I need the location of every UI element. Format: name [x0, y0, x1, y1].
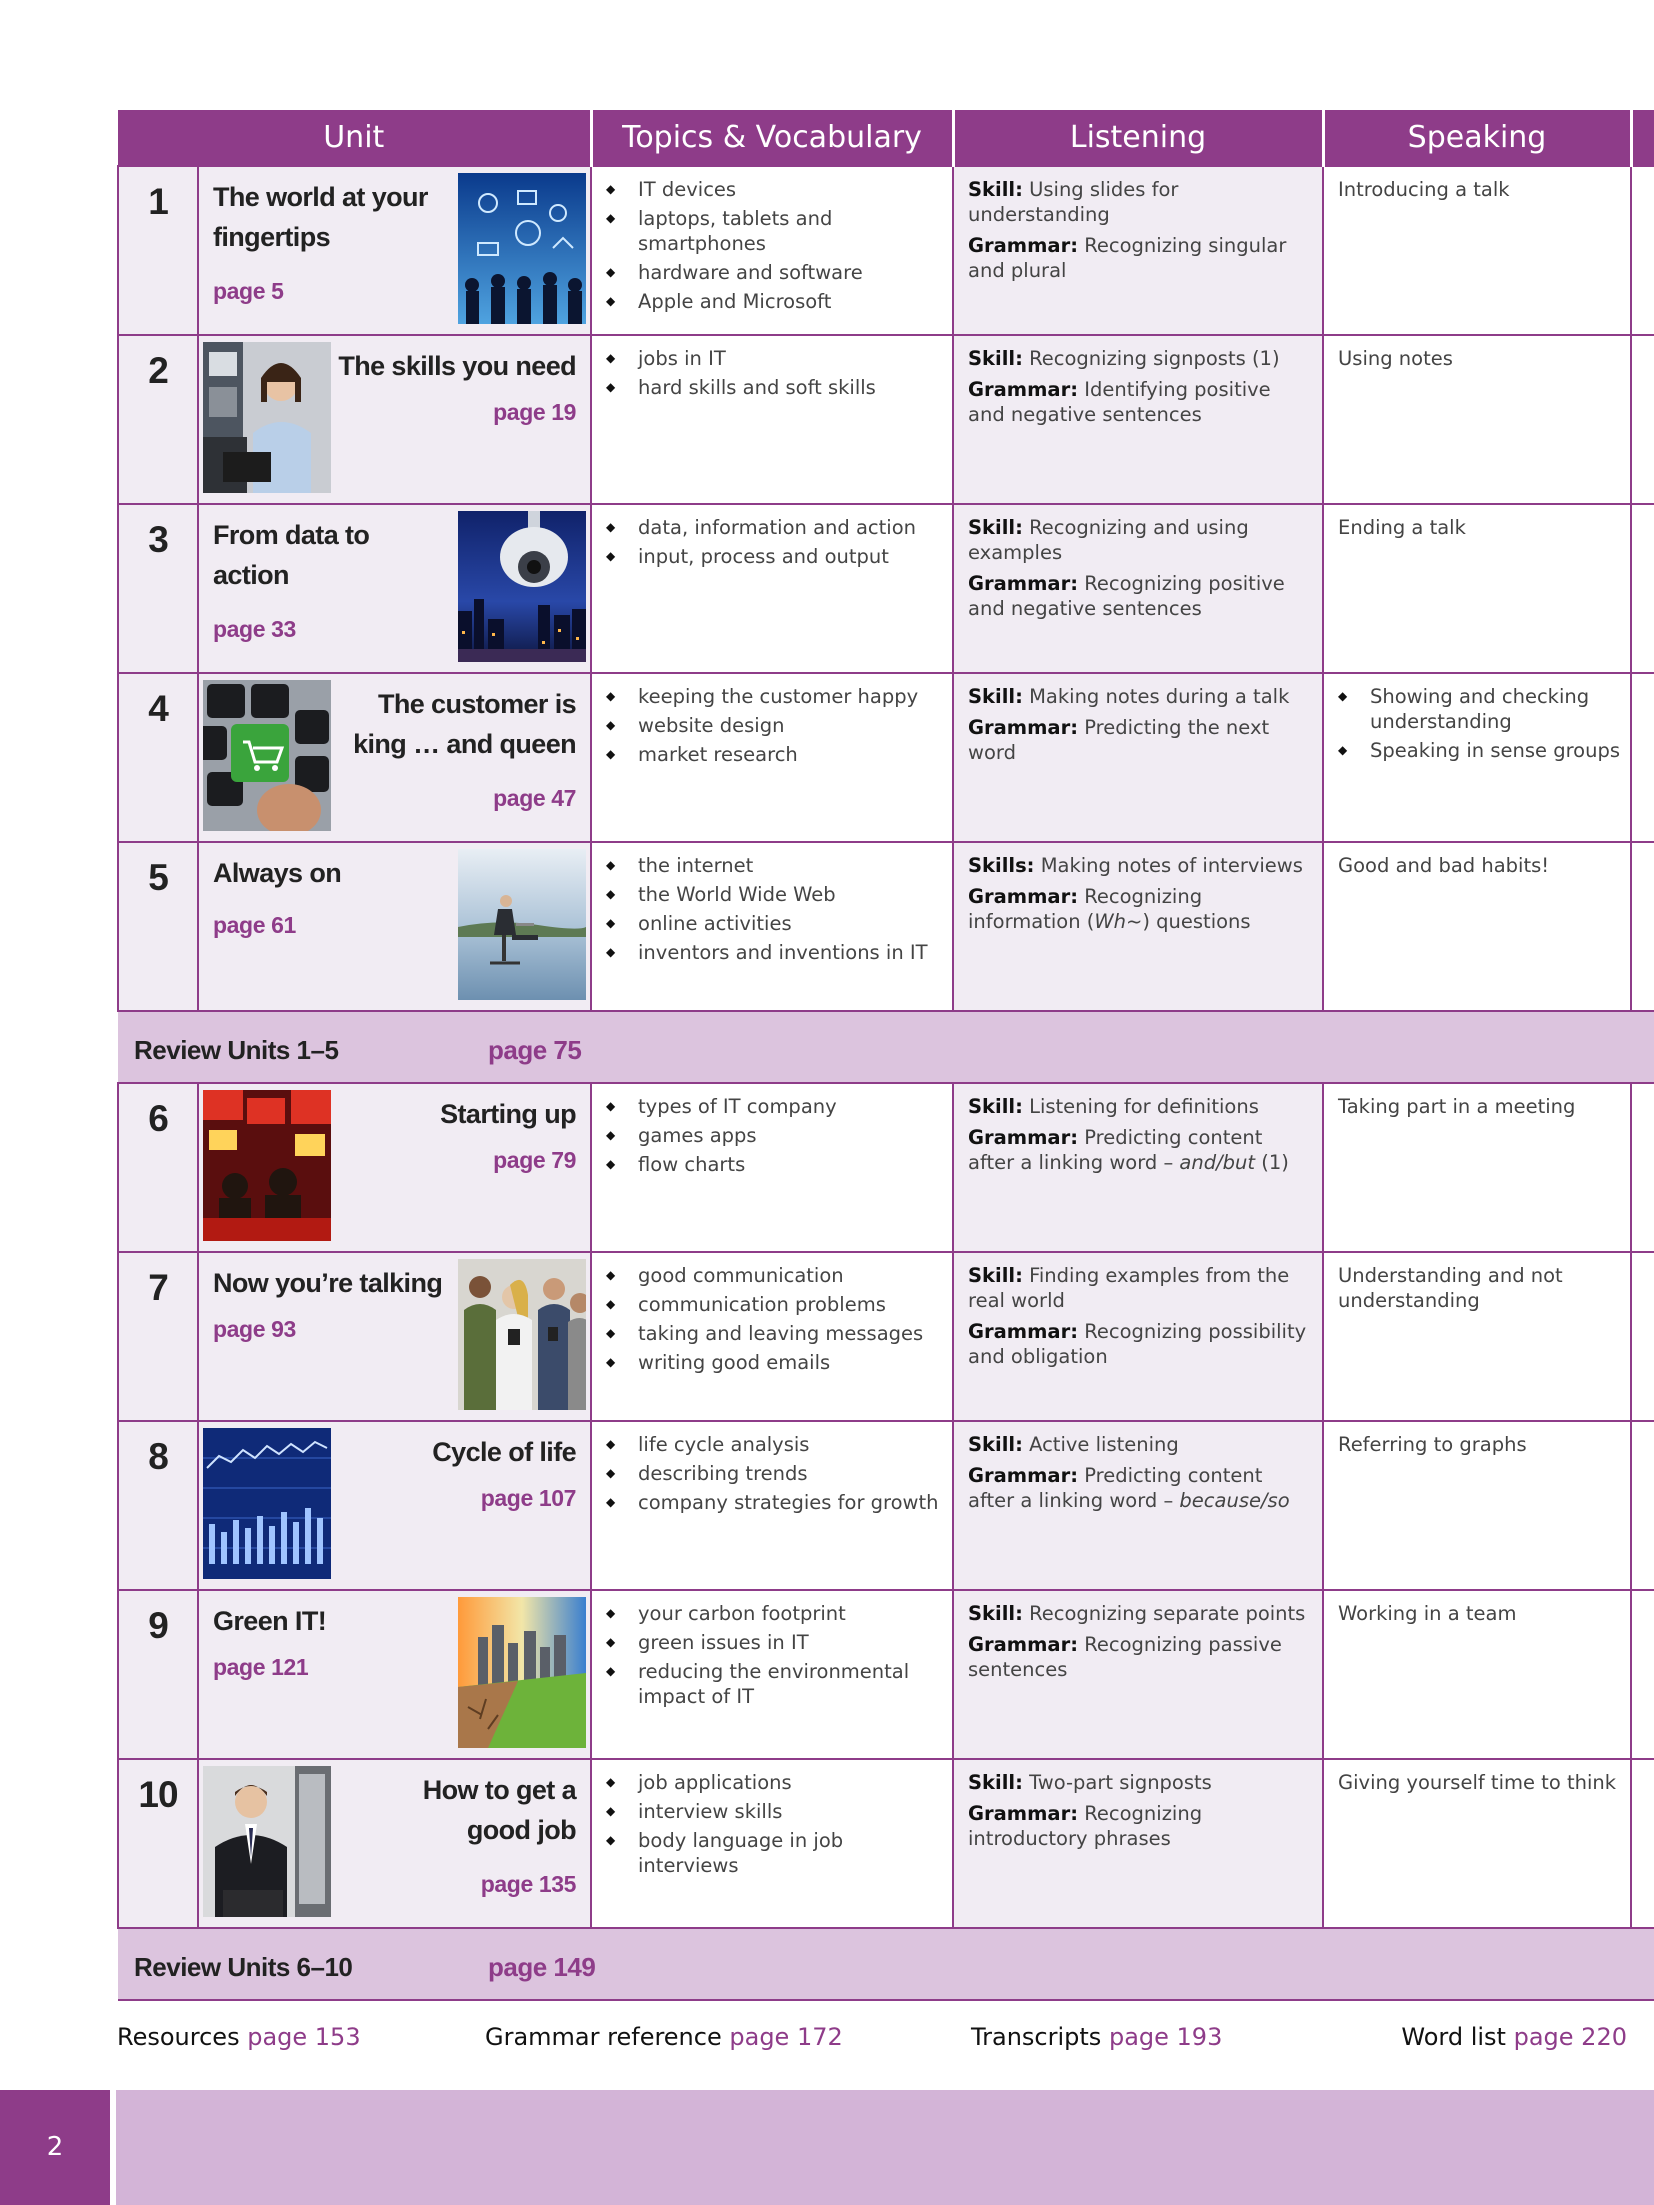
- unit-title-line: From data to: [213, 520, 370, 550]
- unit-row: [118, 1083, 1654, 1252]
- speaking-cell: [1323, 504, 1631, 673]
- next-column-cell: [1631, 673, 1654, 842]
- speaking-cell: [1323, 166, 1631, 335]
- listening-skill: Making notes of interviews: [1040, 854, 1303, 877]
- unit-number: 4: [118, 673, 198, 842]
- woman-at-computer-image: [203, 342, 331, 493]
- speaking-item: ◆ Speaking in sense groups: [1338, 738, 1620, 763]
- topic-item: ◆ the World Wide Web: [606, 882, 942, 907]
- man-chair-water-image: [458, 849, 586, 1000]
- review-row: [118, 1928, 1654, 2000]
- unit-title-line: Starting up: [440, 1099, 577, 1129]
- unit-title: [432, 1432, 576, 1472]
- speaking-cell: [1323, 1590, 1631, 1759]
- topic-item: ◆ life cycle analysis: [606, 1432, 942, 1457]
- listening-grammar: Predicting content after a linking word – because/so: [968, 1464, 1290, 1512]
- unit-title-line: Cycle of life: [432, 1437, 577, 1467]
- unit-title-line: Green IT!: [213, 1606, 327, 1636]
- topic-item: ◆ body language in job interviews: [606, 1828, 942, 1878]
- topic-item: ◆ keeping the customer happy: [606, 684, 942, 709]
- listening-grammar: Predicting content after a linking word – and/but (1): [968, 1126, 1289, 1174]
- speaking-text: Referring to graphs: [1338, 1433, 1527, 1456]
- topic-item: ◆ the internet: [606, 853, 942, 878]
- unit-row: [118, 842, 1654, 1011]
- topic-item: ◆ flow charts: [606, 1152, 942, 1177]
- unit-number: 8: [118, 1421, 198, 1590]
- topics-cell: [591, 1252, 953, 1421]
- speaking-cell: [1323, 1083, 1631, 1252]
- unit-row: [118, 1759, 1654, 1928]
- unit-title-line: action: [213, 560, 289, 590]
- listening-cell: Skill: Using slides for understanding Grammar: Recognizing singular and plural: [953, 166, 1323, 335]
- listening-grammar: Predicting the next word: [968, 716, 1270, 764]
- topic-item: ◆ reducing the environmental impact of IT: [606, 1659, 942, 1709]
- speaking-text: Understanding and not understanding: [1338, 1264, 1563, 1312]
- topics-cell: [591, 1083, 953, 1252]
- listening-skill: Making notes during a talk: [1029, 685, 1290, 708]
- unit-cell: [198, 673, 591, 842]
- unit-number: 6: [118, 1083, 198, 1252]
- unit-row: [118, 673, 1654, 842]
- unit-title-line: The customer is: [377, 689, 577, 719]
- next-column-cell: [1631, 1759, 1654, 1928]
- unit-title: [338, 346, 576, 386]
- unit-title: [213, 1601, 326, 1641]
- review-title: Review Units 6–10: [134, 1951, 353, 1982]
- listening-skill: Two-part signposts: [1029, 1771, 1212, 1794]
- review-page-link[interactable]: page 75: [488, 1034, 582, 1065]
- speaking-text: Introducing a talk: [1338, 178, 1510, 201]
- topics-cell: [591, 166, 953, 335]
- table-header: [118, 110, 1654, 166]
- topic-item: ◆ Apple and Microsoft: [606, 289, 942, 314]
- topic-item: ◆ green issues in IT: [606, 1630, 942, 1655]
- topics-cell: [591, 504, 953, 673]
- unit-title-line: How to get a: [422, 1775, 577, 1805]
- topic-item: ◆ hard skills and soft skills: [606, 375, 942, 400]
- topic-item: ◆ laptops, tablets and smartphones: [606, 206, 942, 256]
- header-unit: Unit: [118, 110, 591, 166]
- listening-cell: Skill: Recognizing separate points Grammar: Recognizing passive sentences: [953, 1590, 1323, 1759]
- topic-item: ◆ types of IT company: [606, 1094, 942, 1119]
- unit-row: [118, 504, 1654, 673]
- gaming-arcade-image: [203, 1090, 331, 1241]
- unit-page-link[interactable]: page 19: [493, 399, 577, 425]
- speaking-text: Good and bad habits!: [1338, 854, 1550, 877]
- topic-item: ◆ online activities: [606, 911, 942, 936]
- topic-item: ◆ interview skills: [606, 1799, 942, 1824]
- unit-title: [353, 684, 576, 764]
- topic-item: ◆ writing good emails: [606, 1350, 942, 1375]
- unit-title: [440, 1094, 576, 1134]
- next-column-cell: [1631, 166, 1654, 335]
- listening-grammar: Recognizing singular and plural: [968, 234, 1287, 282]
- unit-number: 10: [118, 1759, 198, 1928]
- listening-cell: Skills: Making notes of interviews Grammar: Recognizing information (Wh~) questions: [953, 842, 1323, 1011]
- speaking-cell: [1323, 335, 1631, 504]
- listening-grammar: Recognizing positive and negative sentences: [968, 572, 1285, 620]
- speaking-cell: [1323, 1759, 1631, 1928]
- listening-skill: Recognizing signposts (1): [1029, 347, 1280, 370]
- speaking-cell: [1323, 842, 1631, 1011]
- unit-row: [118, 335, 1654, 504]
- listening-skill: Using slides for understanding: [968, 178, 1179, 226]
- next-column-cell: [1631, 1252, 1654, 1421]
- unit-number: 1: [118, 166, 198, 335]
- unit-cell: [198, 1252, 591, 1421]
- listening-skill: Listening for definitions: [1029, 1095, 1259, 1118]
- listening-skill: Active listening: [1029, 1433, 1179, 1456]
- listening-cell: Skill: Finding examples from the real world Grammar: Recognizing possibility and obligation: [953, 1252, 1323, 1421]
- tech-icons-crowd-image: [458, 173, 586, 324]
- topic-item: ◆ market research: [606, 742, 942, 767]
- unit-row: [118, 1590, 1654, 1759]
- topic-item: ◆ taking and leaving messages: [606, 1321, 942, 1346]
- listening-grammar: Recognizing passive sentences: [968, 1633, 1282, 1681]
- footer-links: [117, 2023, 1627, 2063]
- unit-page-link[interactable]: page 121: [213, 1654, 309, 1680]
- speaking-cell: [1323, 1252, 1631, 1421]
- speaking-text: Taking part in a meeting: [1338, 1095, 1576, 1118]
- unit-title: [213, 177, 428, 257]
- header-topics: Topics & Vocabulary: [591, 110, 953, 166]
- header-speaking: Speaking: [1323, 110, 1631, 166]
- unit-page-link[interactable]: page 135: [480, 1871, 577, 1897]
- topic-item: ◆ good communication: [606, 1263, 942, 1288]
- businessman-image: [203, 1766, 331, 1917]
- review-page-link[interactable]: page 149: [488, 1951, 596, 1982]
- unit-page-link[interactable]: page 93: [213, 1316, 296, 1342]
- unit-title: [213, 1263, 442, 1303]
- topics-cell: [591, 842, 953, 1011]
- listening-cell: Skill: Listening for definitions Grammar: Predicting content after a linking word – and/but (1): [953, 1083, 1323, 1252]
- speaking-cell: [1323, 1421, 1631, 1590]
- speaking-item: ◆ Showing and checking understanding: [1338, 684, 1620, 734]
- unit-cell: [198, 1421, 591, 1590]
- unit-cell: [198, 335, 591, 504]
- footer-resources[interactable]: Resources page 153: [117, 2023, 361, 2051]
- listening-cell: Skill: Recognizing and using examples Grammar: Recognizing positive and negative sentences: [953, 504, 1323, 673]
- speaking-text: Giving yourself time to think: [1338, 1771, 1617, 1794]
- listening-grammar: Recognizing possibility and obligation: [968, 1320, 1307, 1368]
- unit-title-line: Always on: [213, 858, 342, 888]
- unit-page-link[interactable]: page 61: [213, 912, 296, 938]
- speaking-text: Using notes: [1338, 347, 1453, 370]
- header-listening: Listening: [953, 110, 1323, 166]
- listening-cell: Skill: Active listening Grammar: Predicting content after a linking word – because/so: [953, 1421, 1323, 1590]
- unit-row: [118, 166, 1654, 335]
- unit-cell: [198, 1759, 591, 1928]
- listening-grammar: Identifying positive and negative sentences: [968, 378, 1271, 426]
- unit-title: [213, 853, 341, 893]
- security-camera-city-image: [458, 511, 586, 662]
- unit-cell: [198, 1083, 591, 1252]
- unit-number: 2: [118, 335, 198, 504]
- topics-cell: [591, 673, 953, 842]
- unit-number: 3: [118, 504, 198, 673]
- unit-title-line: Now you’re talking: [213, 1268, 443, 1298]
- page-number: 2: [0, 2090, 116, 2205]
- listening-cell: Skill: Two-part signposts Grammar: Recognizing introductory phrases: [953, 1759, 1323, 1928]
- footer-transcripts[interactable]: Transcripts page 193: [971, 2023, 1223, 2051]
- footer-word-list[interactable]: Word list page 220: [1401, 2023, 1627, 2051]
- unit-number: 5: [118, 842, 198, 1011]
- listening-grammar: Recognizing introductory phrases: [968, 1802, 1203, 1850]
- topic-item: ◆ input, process and output: [606, 544, 942, 569]
- unit-cell: [198, 1590, 591, 1759]
- next-column-cell: [1631, 504, 1654, 673]
- topic-item: ◆ job applications: [606, 1770, 942, 1795]
- unit-cell: [198, 842, 591, 1011]
- unit-title: [213, 515, 369, 595]
- speaking-text: Ending a talk: [1338, 516, 1466, 539]
- unit-page-link[interactable]: page 79: [493, 1147, 577, 1173]
- topic-item: ◆ IT devices: [606, 177, 942, 202]
- review-row: [118, 1011, 1654, 1083]
- listening-skill: Recognizing and using examples: [968, 516, 1249, 564]
- topics-cell: [591, 1590, 953, 1759]
- topics-cell: [591, 1421, 953, 1590]
- topic-item: ◆ jobs in IT: [606, 346, 942, 371]
- bottom-bar: [0, 2090, 1654, 2205]
- listening-grammar: Recognizing information (Wh~) questions: [968, 885, 1251, 933]
- unit-title-line: fingertips: [213, 222, 331, 252]
- topic-item: ◆ your carbon footprint: [606, 1601, 942, 1626]
- topics-cell: [591, 335, 953, 504]
- people-phones-image: [458, 1259, 586, 1410]
- next-column-cell: [1631, 1083, 1654, 1252]
- topic-item: ◆ hardware and software: [606, 260, 942, 285]
- unit-title-line: good job: [466, 1815, 577, 1845]
- topic-item: ◆ data, information and action: [606, 515, 942, 540]
- unit-cell: [198, 504, 591, 673]
- unit-row: [118, 1252, 1654, 1421]
- unit-number: 7: [118, 1252, 198, 1421]
- next-column-cell: [1631, 1421, 1654, 1590]
- unit-title-line: king … and queen: [353, 729, 577, 759]
- topic-item: ◆ company strategies for growth: [606, 1490, 942, 1515]
- next-column-cell: [1631, 842, 1654, 1011]
- review-title: Review Units 1–5: [134, 1034, 339, 1065]
- unit-page-link[interactable]: page 47: [493, 785, 577, 811]
- unit-page-link[interactable]: page 33: [213, 616, 296, 642]
- topics-cell: [591, 1759, 953, 1928]
- unit-row: [118, 1421, 1654, 1590]
- contents-table: [117, 110, 1654, 2001]
- next-column-cell: [1631, 335, 1654, 504]
- unit-page-link[interactable]: page 5: [213, 278, 284, 304]
- topic-item: ◆ describing trends: [606, 1461, 942, 1486]
- unit-cell: [198, 166, 591, 335]
- green-city-image: [458, 1597, 586, 1748]
- footer-grammar-reference[interactable]: Grammar reference page 172: [485, 2023, 843, 2051]
- speaking-cell: [1323, 673, 1631, 842]
- unit-title-line: The world at your: [213, 182, 428, 212]
- topic-item: ◆ website design: [606, 713, 942, 738]
- listening-skill: Finding examples from the real world: [968, 1264, 1290, 1312]
- stock-chart-image: [203, 1428, 331, 1579]
- speaking-text: Working in a team: [1338, 1602, 1517, 1625]
- listening-cell: Skill: Recognizing signposts (1) Grammar: Identifying positive and negative sentences: [953, 335, 1323, 504]
- unit-number: 9: [118, 1590, 198, 1759]
- unit-title-line: The skills you need: [338, 351, 577, 381]
- unit-page-link[interactable]: page 107: [480, 1485, 577, 1511]
- shopping-cart-key-image: [203, 680, 331, 831]
- topic-item: ◆ inventors and inventions in IT: [606, 940, 942, 965]
- listening-cell: Skill: Making notes during a talk Grammar: Predicting the next word: [953, 673, 1323, 842]
- review-cell: [118, 1011, 1654, 1083]
- topic-item: ◆ games apps: [606, 1123, 942, 1148]
- topic-item: ◆ communication problems: [606, 1292, 942, 1317]
- header-next-column: [1631, 110, 1654, 166]
- next-column-cell: [1631, 1590, 1654, 1759]
- review-cell: [118, 1928, 1654, 2000]
- listening-skill: Recognizing separate points: [1029, 1602, 1306, 1625]
- unit-title: [423, 1770, 576, 1850]
